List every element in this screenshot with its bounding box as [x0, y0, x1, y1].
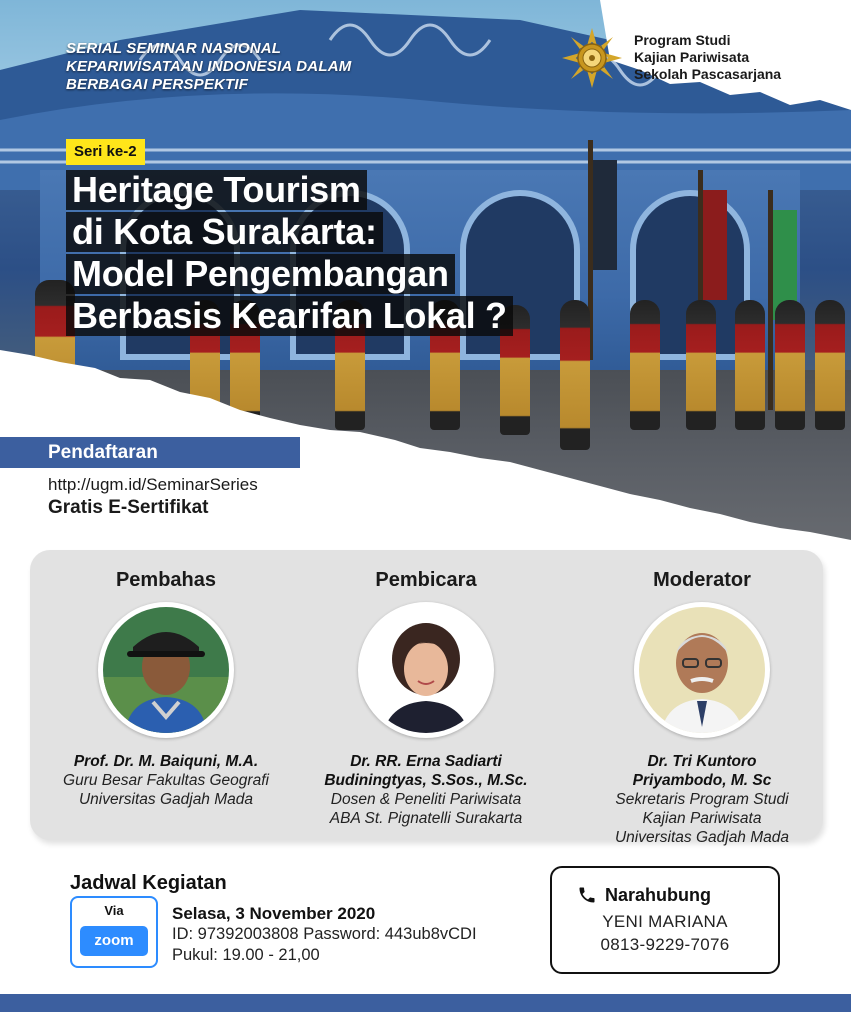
- contact-name: YENI MARIANA: [602, 912, 728, 931]
- person-pembicara: [296, 566, 556, 828]
- institution-name: [634, 32, 834, 83]
- person-name: Dr. Tri Kuntoro: [647, 753, 757, 770]
- person-name: Dr. RR. Erna Sadiarti: [350, 753, 502, 770]
- schedule-date: Selasa, 3 November 2020: [172, 904, 376, 923]
- university-seal-icon: [560, 26, 624, 90]
- title-line: Heritage Tourism: [66, 170, 367, 210]
- person-name: Budiningtyas, S.Sos., M.Sc.: [324, 772, 528, 789]
- person-description: Sekretaris Program Studi: [615, 791, 789, 808]
- series-line: BERBAGAI PERSPEKTIF: [66, 76, 249, 93]
- contact-title: Narahubung: [605, 885, 711, 905]
- person-pembahas: [36, 566, 296, 809]
- person-role: Pembahas: [115, 569, 217, 591]
- avatar: [634, 602, 770, 738]
- series-line: KEPARIWISATAAN INDONESIA DALAM: [66, 58, 352, 75]
- person-role: Moderator: [653, 569, 751, 591]
- institution-line: Program Studi: [634, 32, 731, 48]
- person-description: Dosen & Peneliti Pariwisata: [330, 791, 522, 808]
- person-description: ABA St. Pignatelli Surakarta: [329, 810, 523, 827]
- seminar-series-title: [66, 40, 386, 94]
- institution-line: Sekolah Pascasarjana: [634, 66, 782, 82]
- person-description: Universitas Gadjah Mada: [78, 791, 254, 808]
- schedule-time: Pukul: 19.00 - 21,00: [172, 946, 320, 964]
- person-description: Kajian Pariwisata: [642, 810, 762, 827]
- phone-icon: [577, 885, 597, 905]
- person-name: Prof. Dr. M. Baiquni, M.A.: [73, 753, 259, 770]
- registration-label: Pendaftaran: [48, 442, 158, 463]
- avatar: [358, 602, 494, 738]
- meeting-credentials: ID: 97392003808 Password: 443ub8vCDI: [172, 925, 477, 943]
- series-number-badge: Seri ke-2: [66, 139, 145, 165]
- person-role: Pembicara: [375, 569, 477, 591]
- institution-line: Kajian Pariwisata: [634, 49, 750, 65]
- certificate-note: Gratis E-Sertifikat: [48, 497, 209, 518]
- footer-bar: [0, 994, 851, 1012]
- series-line: SERIAL SEMINAR NASIONAL: [66, 40, 282, 57]
- person-moderator: [572, 566, 832, 847]
- person-description: Guru Besar Fakultas Geografi: [63, 772, 269, 789]
- schedule-title: Jadwal Kegiatan: [70, 872, 227, 894]
- person-name: Priyambodo, M. Sc: [632, 772, 772, 789]
- zoom-platform-card: [70, 896, 158, 968]
- seminar-title: [66, 170, 586, 338]
- avatar: [98, 602, 234, 738]
- title-line: Berbasis Kearifan Lokal ?: [66, 296, 513, 336]
- person-description: Universitas Gadjah Mada: [614, 829, 790, 846]
- title-line: Model Pengembangan: [66, 254, 455, 294]
- zoom-logo: zoom: [80, 926, 148, 956]
- registration-link[interactable]: http://ugm.id/SeminarSeries: [48, 475, 258, 494]
- contact-phone[interactable]: 0813-9229-7076: [600, 935, 730, 954]
- via-label: Via: [104, 903, 124, 918]
- title-line: di Kota Surakarta:: [66, 212, 383, 252]
